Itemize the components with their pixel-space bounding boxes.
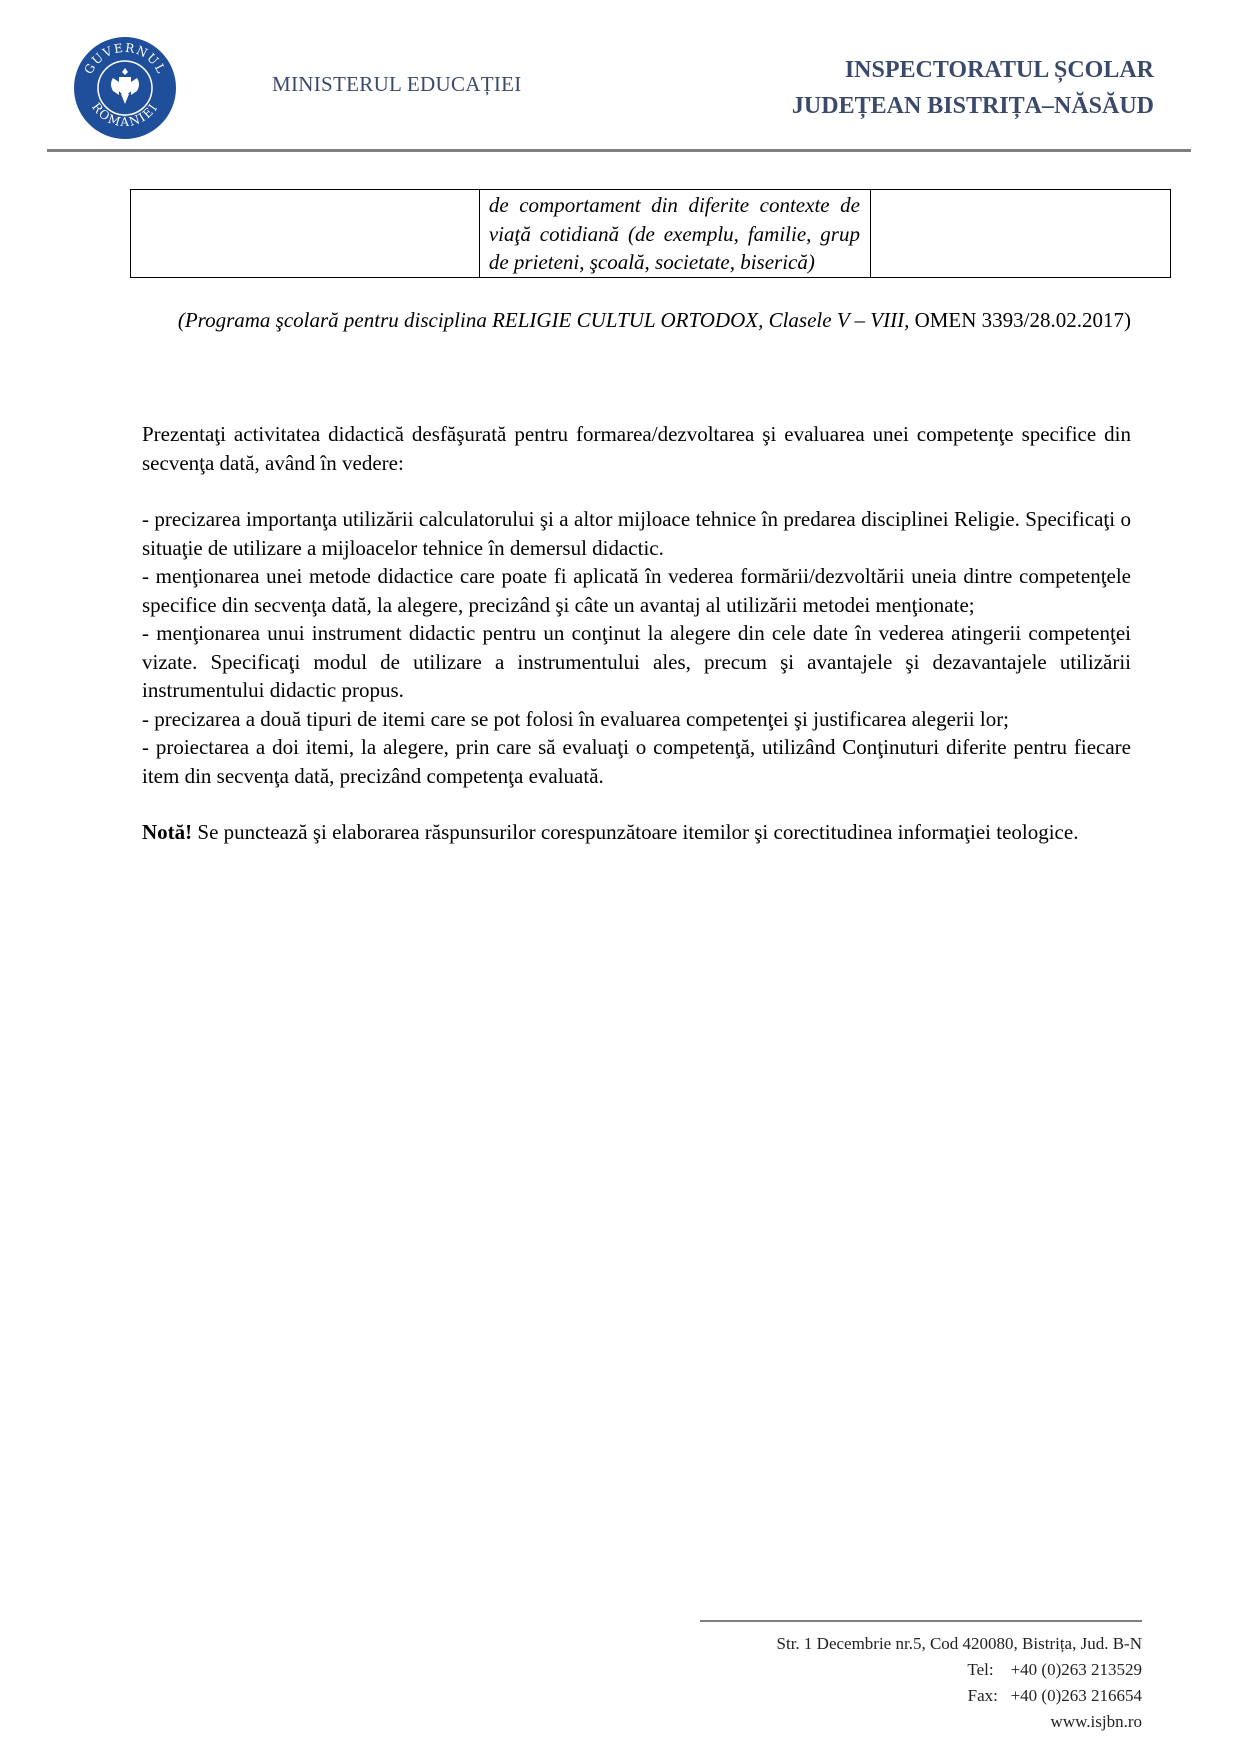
table-cell-empty-left — [131, 190, 480, 278]
note-label: Notă! — [142, 820, 193, 844]
inspectorate-line-1: INSPECTORATUL ȘCOLAR — [844, 57, 1154, 83]
note-text: Se punctează şi elaborarea răspunsurilor corespunzătoare itemilor şi corectitudinea informaţiei teologice. — [192, 820, 1079, 844]
task-content — [142, 420, 1131, 847]
task-item: - proiectarea a doi itemi, la alegere, prin care să evaluaţi o competenţă, utilizând Conţinuturi diferite pentru fiecare item din secvenţa dată, precizând competenţa evaluată. — [142, 735, 1131, 788]
inspectorate-name — [792, 52, 1154, 124]
footer-address: Str. 1 Decembrie nr.5, Cod 420080, Bistrița, Jud. B-N — [776, 1634, 1142, 1653]
table-cell-empty-right — [870, 190, 1170, 278]
footer-fax: Fax: +40 (0)263 216654 — [967, 1686, 1142, 1705]
logo-text-top: GUVERNUL — [81, 40, 169, 77]
inspectorate-line-2: JUDEȚEAN BISTRIȚA–NĂSĂUD — [791, 93, 1154, 119]
footer-website-link[interactable]: www.isjbn.ro — [1050, 1712, 1142, 1731]
task-item: - menţionarea unei metode didactice care poate fi aplicată în vederea formării/dezvoltării uneia dintre competenţele specifice din secvenţa dată, la alegere, precizând şi câte un avantaj al utilizării metodei menţionate; — [142, 564, 1131, 617]
source-citation-normal: OMEN 3393/28.02.2017) — [909, 308, 1131, 332]
footer-divider — [700, 1620, 1142, 1622]
footer-contact — [777, 1631, 1142, 1735]
task-item: - menţionarea unui instrument didactic pentru un conţinut la alegere din cele date în vederea atingerii competenţei vizate. Specificaţi modul de utilizare a instrumentului ales, precum şi avantajele şi dezavantajele utilizării instrumentului didactic propus. — [142, 621, 1131, 702]
task-intro: Prezentaţi activitatea didactică desfăşurată pentru formarea/dezvoltarea şi evaluarea unei competenţe specifice din secvenţa dată, având în vedere: — [142, 422, 1131, 475]
task-item: - precizarea a două tipuri de itemi care se pot folosi în evaluarea competenţei şi justificarea alegerii lor; — [142, 706, 1010, 731]
task-item: - precizarea importanţa utilizării calculatorului şi a altor mijloace tehnice în predarea disciplinei Religie. Specificaţi o situaţie de utilizare a mijloacelor tehnice în demersul didactic. — [142, 507, 1131, 560]
table-row — [131, 190, 1171, 278]
source-citation — [170, 306, 1131, 334]
ministry-name: MINISTERUL EDUCAȚIEI — [272, 72, 522, 96]
note-paragraph — [142, 818, 1131, 847]
logo-text-bottom: ROMÂNIEI — [89, 100, 161, 130]
header-divider — [47, 149, 1191, 152]
government-seal-logo — [73, 36, 177, 140]
table-cell-text: de comportament din diferite contexte de viaţă cotidiană (de exemplu, familie, grup de prieteni, şcoală, societate, biserică) — [488, 193, 860, 274]
table-cell-content — [479, 190, 870, 278]
footer-phone: Tel: +40 (0)263 213529 — [967, 1660, 1142, 1679]
source-citation-italic: (Programa şcolară pentru disciplina RELIGIE CULTUL ORTODOX, Clasele V – VIII, — [177, 308, 910, 332]
curriculum-table-fragment — [130, 189, 1171, 278]
